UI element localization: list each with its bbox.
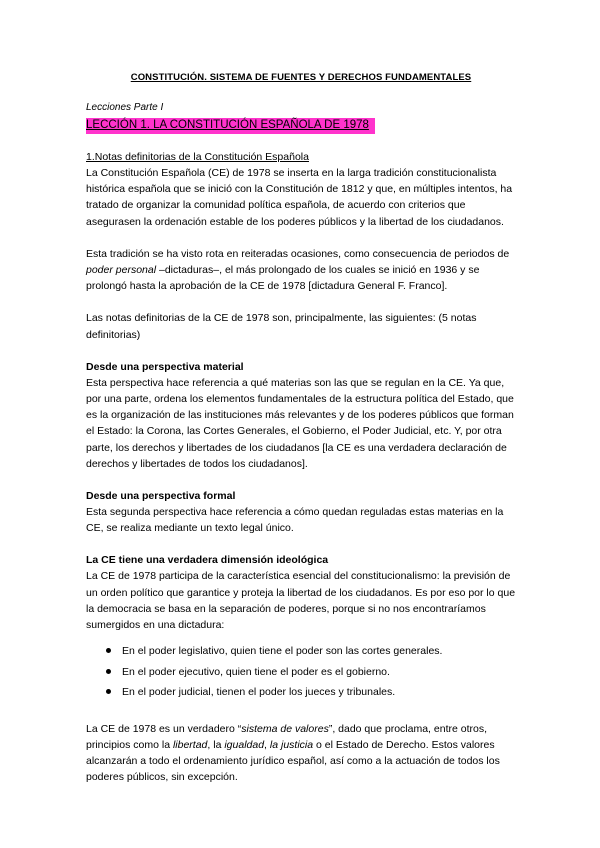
list-item-text: En el poder ejecutivo, quien tiene el poder es el gobierno. — [122, 665, 390, 678]
bullet-icon — [106, 648, 111, 653]
text-run: Esta tradición se ha visto rota en reiteradas ocasiones, como consecuencia de periodos de — [86, 247, 510, 260]
powers-list — [106, 641, 516, 703]
text-run: La CE de 1978 es un verdadero “ — [86, 722, 242, 735]
paragraph-material: Esta perspectiva hace referencia a qué materias son las que se regulan en la CE. Ya que, por una parte, ordena los elementos fundamentales de la estructura política del Estado, que es la organización de las instituciones más relevantes y de los poderes públicos que forman el Estado: la Corona, las Cortes Generales, el Gobierno, el Poder Judicial, etc. Y, por otra parte, los derechos y libertades de los ciudadanos [la CE es una verdadera declaración de derechos y libertades de todos los ciudadanos]. — [86, 376, 514, 470]
lessons-subtitle: Lecciones Parte I — [86, 102, 164, 113]
list-item-text: En el poder legislativo, quien tiene el poder son las cortes generales. — [122, 645, 443, 658]
paragraph-tradition — [86, 246, 516, 295]
text-run: , — [264, 738, 270, 751]
text-run: –dictaduras–, el más prolongado de los cuales se inició en 1936 y se prolongó hasta la aprobación de la CE de 1978 [dictadura General F. Franco]. — [86, 264, 480, 293]
paragraph-notes: Las notas definitorias de la CE de 1978 son, principalmente, las siguientes: (5 notas definitorias) — [86, 312, 477, 341]
bullet-icon — [106, 689, 111, 694]
heading-ideologica: La CE tiene una verdadera dimensión ideológica — [86, 554, 329, 567]
bullet-icon — [106, 669, 111, 674]
list-item-text: En el poder judicial, tienen el poder los jueces y tribunales. — [122, 686, 396, 699]
heading-formal: Desde una perspectiva formal — [86, 490, 236, 503]
paragraph-valores — [86, 721, 516, 786]
italic-text: poder personal — [86, 264, 157, 277]
document-body — [86, 72, 516, 802]
italic-text: libertad — [172, 738, 208, 751]
section-heading: 1.Notas definitorias de la Constitución Española — [86, 151, 309, 163]
paragraph-intro: La Constitución Española (CE) de 1978 se inserta en la larga tradición constitucionalista histórica española que se inició con la Constitución de 1812 y que, en múltiples intentos, ha tratado de organizar la comunidad política española, de acuerdo con criterios que asegurasen la ordenación estable de los poderes públicos y la libertad de los ciudadanos. — [86, 167, 513, 228]
italic-text: igualdad — [224, 738, 265, 751]
list-item — [106, 682, 516, 703]
list-item — [106, 641, 516, 662]
heading-material: Desde una perspectiva material — [86, 360, 244, 373]
text-run: o el Estado de Derecho. Estos valores alcanzarán a todo el ordenamiento jurídico español, así como a la actuación de todos los poderes públicos, sin excepción. — [86, 738, 500, 784]
list-item — [106, 662, 516, 683]
document-title: CONSTITUCIÓN. SISTEMA DE FUENTES Y DERECHOS FUNDAMENTALES — [130, 72, 472, 83]
paragraph-ideologica: La CE de 1978 participa de la característica esencial del constitucionalismo: la previsión de un orden político que garantice y proteja la libertad de los ciudadanos. Es por eso por lo que la democracia se basa en la separación de poderes, porque si no nos encontraríamos sumergidos en una dictadura: — [86, 570, 516, 632]
text-run: ”, dado que proclama, entre otros, principios como la — [86, 722, 487, 751]
paragraph-formal: Esta segunda perspectiva hace referencia a cómo quedan reguladas estas materias en la CE, se realiza mediante un texto legal único. — [86, 506, 504, 535]
text-run: , la — [207, 738, 225, 751]
italic-text: la justicia — [269, 738, 314, 751]
italic-text: sistema de valores — [241, 722, 329, 735]
lesson-heading: LECCIÓN 1. LA CONSTITUCIÓN ESPAÑOLA DE 1978 — [86, 118, 375, 134]
